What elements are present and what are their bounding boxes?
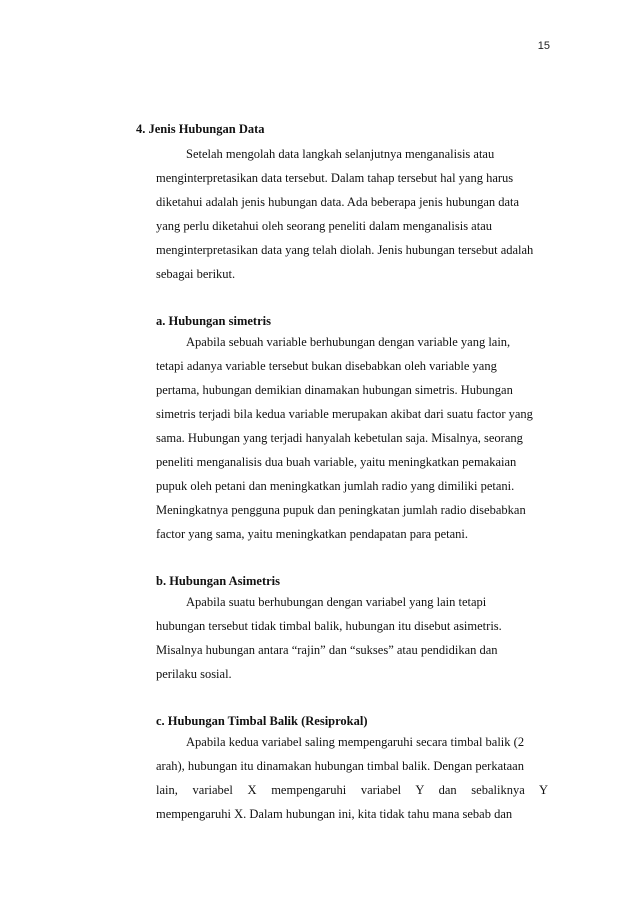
- subsection-simetris: [136, 312, 548, 546]
- subsection-heading: c. Hubungan Timbal Balik (Resiprokal): [156, 714, 368, 728]
- text-line: Apabila kedua variabel saling mempengaruhi secara timbal balik (2: [186, 735, 525, 749]
- text-line: menginterpretasikan data yang telah diolah. Jenis hubungan tersebut adalah: [156, 243, 534, 257]
- document-body: [136, 120, 548, 826]
- text-line: Misalnya hubungan antara “rajin” dan “sukses” atau pendidikan dan: [156, 643, 498, 657]
- text-line: lain, variabel X mempengaruhi variabel Y dan sebaliknya Y: [156, 783, 548, 797]
- subsection-asimetris: [136, 572, 548, 686]
- intro-paragraph: [156, 142, 548, 286]
- text-line: Apabila suatu berhubungan dengan variabel yang lain tetapi: [186, 595, 487, 609]
- text-line: yang perlu diketahui oleh seorang peneliti dalam menganalisis atau: [156, 219, 493, 233]
- text-line: Apabila sebuah variable berhubungan dengan variable yang lain,: [186, 335, 511, 349]
- text-line: sebagai berikut.: [156, 267, 236, 281]
- subsection-timbal-balik: [136, 712, 548, 826]
- section-intro: [136, 142, 548, 286]
- text-line: simetris terjadi bila kedua variable merupakan akibat dari suatu factor yang: [156, 407, 533, 421]
- subsection-heading: a. Hubungan simetris: [156, 314, 271, 328]
- text-line: Meningkatnya pengguna pupuk dan peningkatan jumlah radio disebabkan: [156, 503, 526, 517]
- text-line: pupuk oleh petani dan meningkatkan jumlah radio yang dimiliki petani.: [156, 479, 515, 493]
- text-line: factor yang sama, yaitu meningkatkan pendapatan para petani.: [156, 527, 469, 541]
- text-line: tetapi adanya variable tersebut bukan disebabkan oleh variable yang: [156, 359, 497, 373]
- text-line: menginterpretasikan data tersebut. Dalam tahap tersebut hal yang harus: [156, 171, 514, 185]
- text-line: peneliti menganalisis dua buah variable, yaitu meningkatkan pemakaian: [156, 455, 517, 469]
- text-line: perilaku sosial.: [156, 667, 232, 681]
- subsection-heading: b. Hubungan Asimetris: [156, 574, 280, 588]
- text-line: arah), hubungan itu dinamakan hubungan timbal balik. Dengan perkataan: [156, 759, 524, 773]
- text-line: hubungan tersebut tidak timbal balik, hubungan itu disebut asimetris.: [156, 619, 502, 633]
- section-heading: 4. Jenis Hubungan Data: [136, 122, 265, 136]
- text-line: sama. Hubungan yang terjadi hanyalah kebetulan saja. Misalnya, seorang: [156, 431, 523, 445]
- subsection-paragraph: [156, 330, 548, 546]
- text-line: diketahui adalah jenis hubungan data. Ada beberapa jenis hubungan data: [156, 195, 520, 209]
- text-line: mempengaruhi X. Dalam hubungan ini, kita tidak tahu mana sebab dan: [156, 807, 513, 821]
- subsection-paragraph: [156, 730, 548, 826]
- text-line: pertama, hubungan demikian dinamakan hubungan simetris. Hubungan: [156, 383, 513, 397]
- text-line: Setelah mengolah data langkah selanjutnya menganalisis atau: [186, 147, 495, 161]
- page-number: 15: [537, 40, 550, 52]
- subsection-paragraph: [156, 590, 548, 686]
